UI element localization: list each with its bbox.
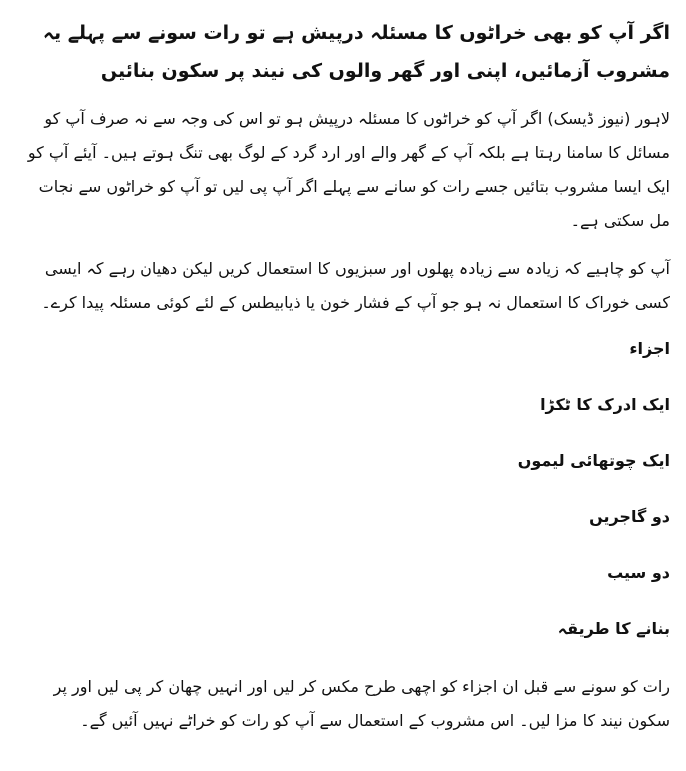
ingredient-item-carrots: دو گاجریں [589,507,670,526]
method-heading: بنانے کا طریقہ [557,619,670,638]
ingredient-item-apples: دو سیب [607,563,670,582]
advice-paragraph: آپ کو چاہیے کہ زیادہ سے زیادہ پھلوں اور سبزیوں کا استعمال کریں لیکن دھیان رہے کہ ایسی کسی خوراک کا استعمال نہ ہو جو آپ کے فشار خون یا ذیابیطس کے لئے کوئی مسئلہ پیدا کرے۔ [41,259,670,312]
ingredients-heading: اجزاء [629,339,670,358]
intro-paragraph: لاہور (نیوز ڈیسک) اگر آپ کو خراٹوں کا مسئلہ درپیش ہو تو اس کی وجہ سے نہ صرف آپ کو مسائل کا سامنا رہتا ہے بلکہ آپ کے گھر والے اور ارد گرد کے لوگ بھی تنگ ہوتے ہیں۔ آیئے آپ کو ایک ایسا مشروب بتائیں جسے رات کو سانے سے پہلے اگر آپ پی لیں تو آپ کو خراٹوں سے نجات مل سکتی ہے۔ [27,109,670,230]
article-headline: اگر آپ کو بھی خراٹوں کا مسئلہ درپیش ہے تو رات سونے سے پہلے یہ مشروب آزمائیں، اپنی اور گھر والوں کی نیند پر سکون بنائیں [42,22,670,82]
ingredient-item-ginger: ایک ادرک کا ٹکڑا [540,395,670,414]
method-paragraph: رات کو سونے سے قبل ان اجزاء کو اچھی طرح مکس کر لیں اور انہیں چھان کر پی لیں اور پر سکون نیند کا مزا لیں۔ اس مشروب کے استعمال سے آپ کو رات کو خراٹے نہیں آئیں گے۔ [53,677,670,730]
ingredient-item-lemon: ایک چوتھائی لیموں [517,451,670,470]
